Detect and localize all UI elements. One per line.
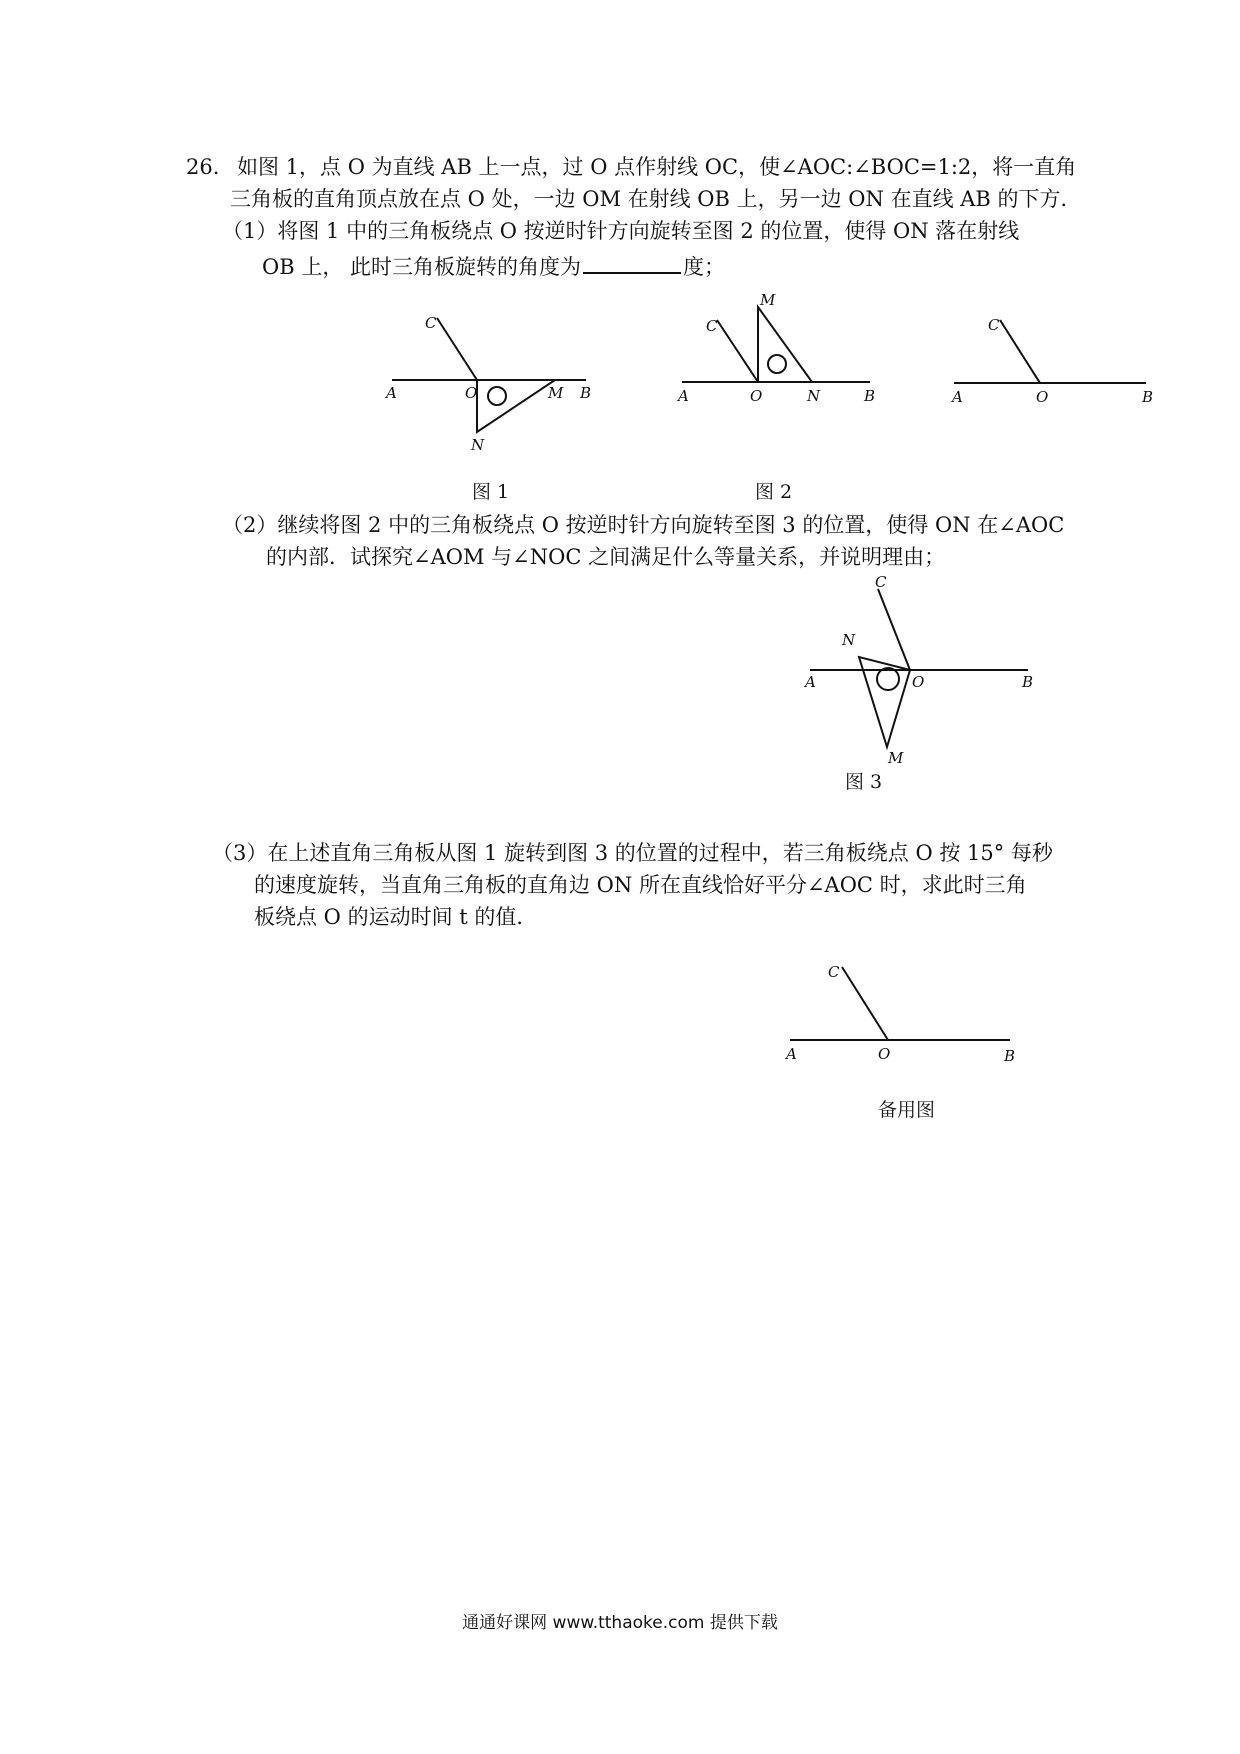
spare-figure	[780, 955, 1020, 1075]
part1-line2-text: OB 上， 此时三角板旋转的角度为	[262, 255, 581, 279]
fig1-label-c: C	[425, 314, 437, 332]
part3-line3: 板绕点 O 的运动时间 t 的值．	[254, 905, 538, 929]
figure-1	[380, 310, 600, 460]
part2-line1: （2）继续将图 2 中的三角板绕点 O 按逆时针方向旋转至图 3 的位置，使得 ON 在∠AOC	[222, 513, 1065, 537]
question-intro-line2: 三角板的直角顶点放在点 O 处，一边 OM 在射线 OB 上，另一边 ON 在直线 AB 的下方．	[230, 187, 1082, 211]
spare-ray-oc	[842, 967, 888, 1040]
fig3-label-m: M	[888, 749, 904, 767]
fig3-label-a: A	[805, 673, 816, 691]
fig2b-label-o: O	[1036, 388, 1049, 406]
fig3-caption: 图 3	[845, 771, 883, 793]
fig3-label-n: N	[842, 631, 856, 649]
fig2-label-n: N	[807, 387, 821, 405]
question-number: 26.	[186, 155, 220, 179]
part1-line2-unit: 度；	[683, 255, 725, 279]
fig2b-label-c: C	[988, 316, 1000, 334]
question-intro-line1: 如图 1，点 O 为直线 AB 上一点，过 O 点作射线 OC，使∠AOC:∠BOC=1:2，将一直角	[237, 155, 1077, 179]
fig2b-label-a: A	[952, 388, 963, 406]
spare-label-b: B	[1004, 1047, 1016, 1065]
fig1-label-n: N	[471, 436, 485, 454]
fig2b-label-b: B	[1142, 388, 1154, 406]
fig2-label-c: C	[706, 317, 718, 335]
fig3-label-c: C	[875, 573, 887, 591]
fig1-triangle	[477, 380, 555, 432]
fig1-label-o: O	[465, 384, 478, 402]
fig2-label-o: O	[750, 387, 763, 405]
fig2-caption: 图 2	[755, 481, 793, 503]
spare-caption: 备用图	[878, 1099, 936, 1121]
spare-label-c: C	[828, 963, 840, 981]
fig2-label-b: B	[864, 387, 876, 405]
fig2-label-m: M	[760, 291, 776, 309]
fig1-caption: 图 1	[472, 481, 510, 503]
fig1-label-m: M	[548, 384, 564, 402]
fig1-triangle-hole	[488, 387, 506, 405]
fig3-triangle-hole	[877, 668, 899, 690]
fig3-label-o: O	[912, 673, 925, 691]
fig2-ray-oc	[717, 320, 758, 382]
spare-label-o: O	[878, 1045, 891, 1063]
fig1-label-a: A	[386, 384, 397, 402]
part3-line1: （3）在上述直角三角板从图 1 旋转到图 3 的位置的过程中，若三角板绕点 O 按 15° 每秒	[212, 841, 1053, 865]
fig3-ray-oc	[878, 589, 910, 670]
fig1-label-b: B	[580, 384, 592, 402]
fig1-ray-oc	[437, 318, 477, 380]
fig3-label-b: B	[1022, 673, 1034, 691]
page-footer: 通通好课网 www.tthaoke.com 提供下载	[462, 1613, 778, 1633]
part3-line2: 的速度旋转，当直角三角板的直角边 ON 所在直线恰好平分∠AOC 时，求此时三角	[254, 873, 1027, 897]
fig2-triangle-hole	[768, 355, 786, 373]
fig2-triangle	[758, 307, 812, 382]
part2-line2: 的内部．试探究∠AOM 与∠NOC 之间满足什么等量关系，并说明理由；	[266, 545, 946, 569]
spare-label-a: A	[786, 1045, 797, 1063]
fig2b-ray-oc	[1000, 320, 1040, 383]
figure-2-blank	[950, 310, 1160, 410]
part1-line1: （1）将图 1 中的三角板绕点 O 按逆时针方向旋转至图 2 的位置，使得 ON 落在射线	[222, 219, 1020, 243]
fig2-label-a: A	[678, 387, 689, 405]
part1-line2	[262, 250, 725, 282]
figure-2	[670, 290, 890, 410]
answer-blank[interactable]	[583, 250, 681, 274]
figure-3	[800, 575, 1040, 775]
